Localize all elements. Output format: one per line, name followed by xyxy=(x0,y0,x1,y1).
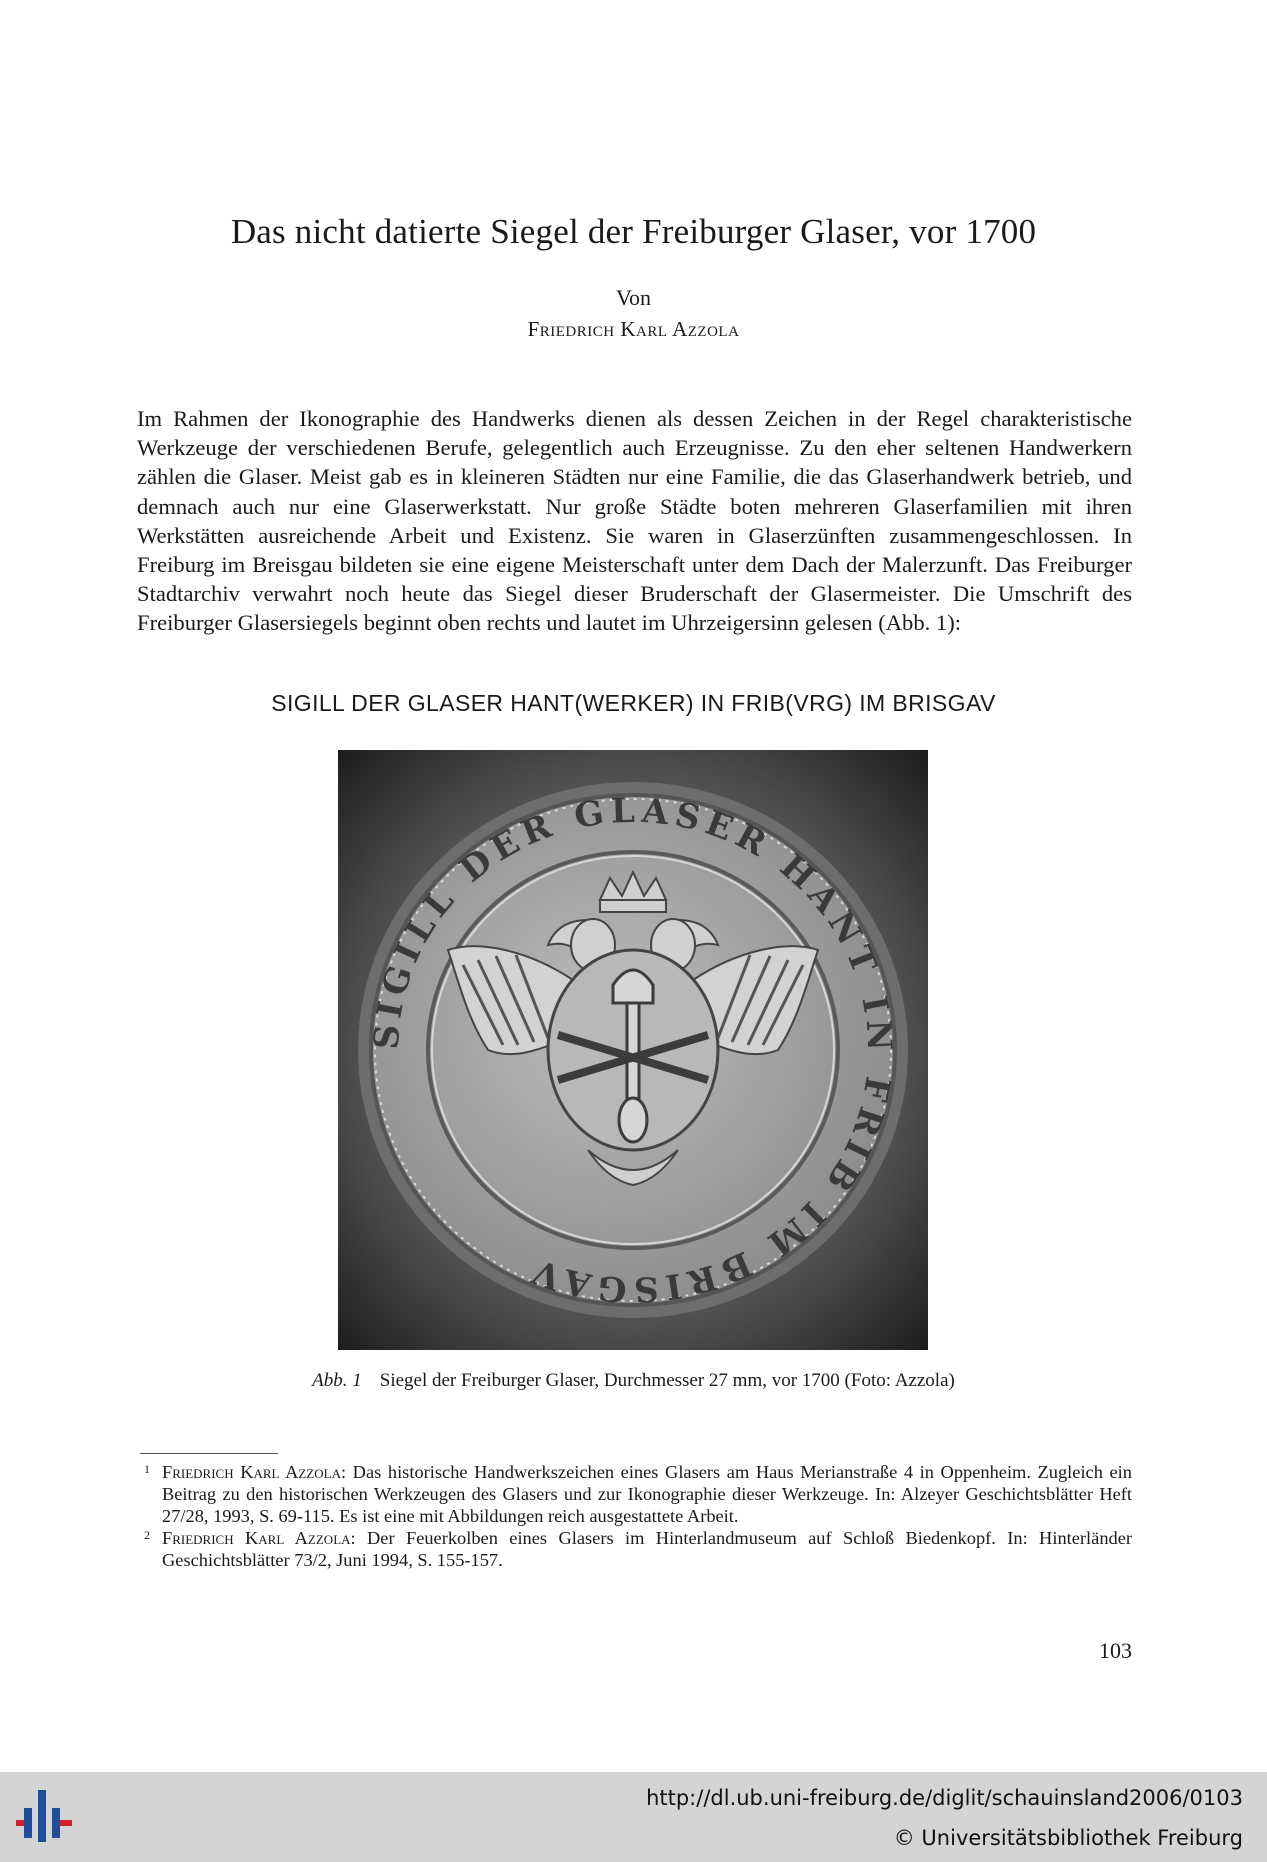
footnote-number: 1 xyxy=(144,1462,150,1476)
figure-label: Abb. 1 xyxy=(312,1370,362,1391)
footnote-number: 2 xyxy=(144,1528,150,1542)
document-url-link[interactable]: http://dl.ub.uni-freiburg.de/diglit/schauinsland2006/0103 xyxy=(646,1786,1243,1810)
figure-caption xyxy=(0,1370,1267,1392)
byline: Von xyxy=(615,285,652,310)
author-name: Friedrich Karl Azzola xyxy=(527,317,740,341)
footnote-divider xyxy=(140,1453,278,1454)
footer-bar xyxy=(0,1772,1267,1862)
footnote-author: Friedrich Karl Azzola xyxy=(162,1528,351,1548)
seal-photo xyxy=(338,750,928,1350)
footnote-author: Friedrich Karl Azzola xyxy=(162,1462,341,1482)
footnote-text: : Das historische Handwerkszeichen eines Glasers am Haus Merianstraße 4 in Oppenheim. Zugleich ein Beitrag zu den historischen Werkzeugen des Glasers und zur Ikonographie dieser Werkzeuge. In: Alzeyer Geschichtsblätter Heft 27/28, 1993, S. 69-115. Es ist eine mit Abbildungen reich ausgestattete Arbeit. xyxy=(162,1462,1132,1526)
ub-freiburg-logo-icon[interactable] xyxy=(16,1786,76,1846)
figure-caption-text: Siegel der Freiburger Glaser, Durchmesser 27 mm, vor 1700 (Foto: Azzola) xyxy=(379,1370,955,1391)
page-number: 103 xyxy=(1099,1638,1132,1663)
seal-image xyxy=(338,750,928,1350)
footnote-1 xyxy=(140,1461,1132,1527)
footnotes xyxy=(140,1461,1132,1571)
copyright-notice: © Universitätsbibliothek Freiburg xyxy=(893,1826,1243,1850)
article-title: Das nicht datierte Siegel der Freiburger Glaser, vor 1700 xyxy=(230,212,1037,251)
seal-inscription: SIGILL DER GLASER HANT(WERKER) IN FRIB(VRG) IM BRISGAV xyxy=(271,690,996,716)
footnote-text: : Der Feuerkolben eines Glasers im Hinterlandmuseum auf Schloß Biedenkopf. In: Hinterländer Geschichtsblätter 73/2, Juni 1994, S. 155-157. xyxy=(162,1528,1132,1570)
body-paragraph: Im Rahmen der Ikonographie des Handwerks dienen als dessen Zeichen in der Regel charakteristische Werkzeuge der verschiedenen Berufe, gelegentlich auch Erzeugnisse. Zu den eher seltenen Handwerkern zählen die Glaser. Meist gab es in kleineren Städten nur eine Familie, die das Glaserhandwerk betrieb, und demnach auch nur eine Glaserwerkstatt. Nur große Städte boten mehreren Glaserfamilien mit ihren Werkstätten ausreichende Arbeit und Existenz. Sie waren in Glaserzünften zusammengeschlossen. In Freiburg im Breisgau bildeten sie eine eigene Meisterschaft unter dem Dach der Malerzunft. Das Freiburger Stadtarchiv verwahrt noch heute das Siegel dieser Bruderschaft der Glasermeister. Die Umschrift des Freiburger Glasersiegels beginnt oben rechts und lautet im Uhrzeigersinn gelesen (Abb. 1): xyxy=(137,406,1132,636)
footnote-2 xyxy=(140,1527,1132,1571)
seal-legend: SIGILL DER GLASER HANT IN FRIB IM BRISGAV xyxy=(366,790,900,1310)
